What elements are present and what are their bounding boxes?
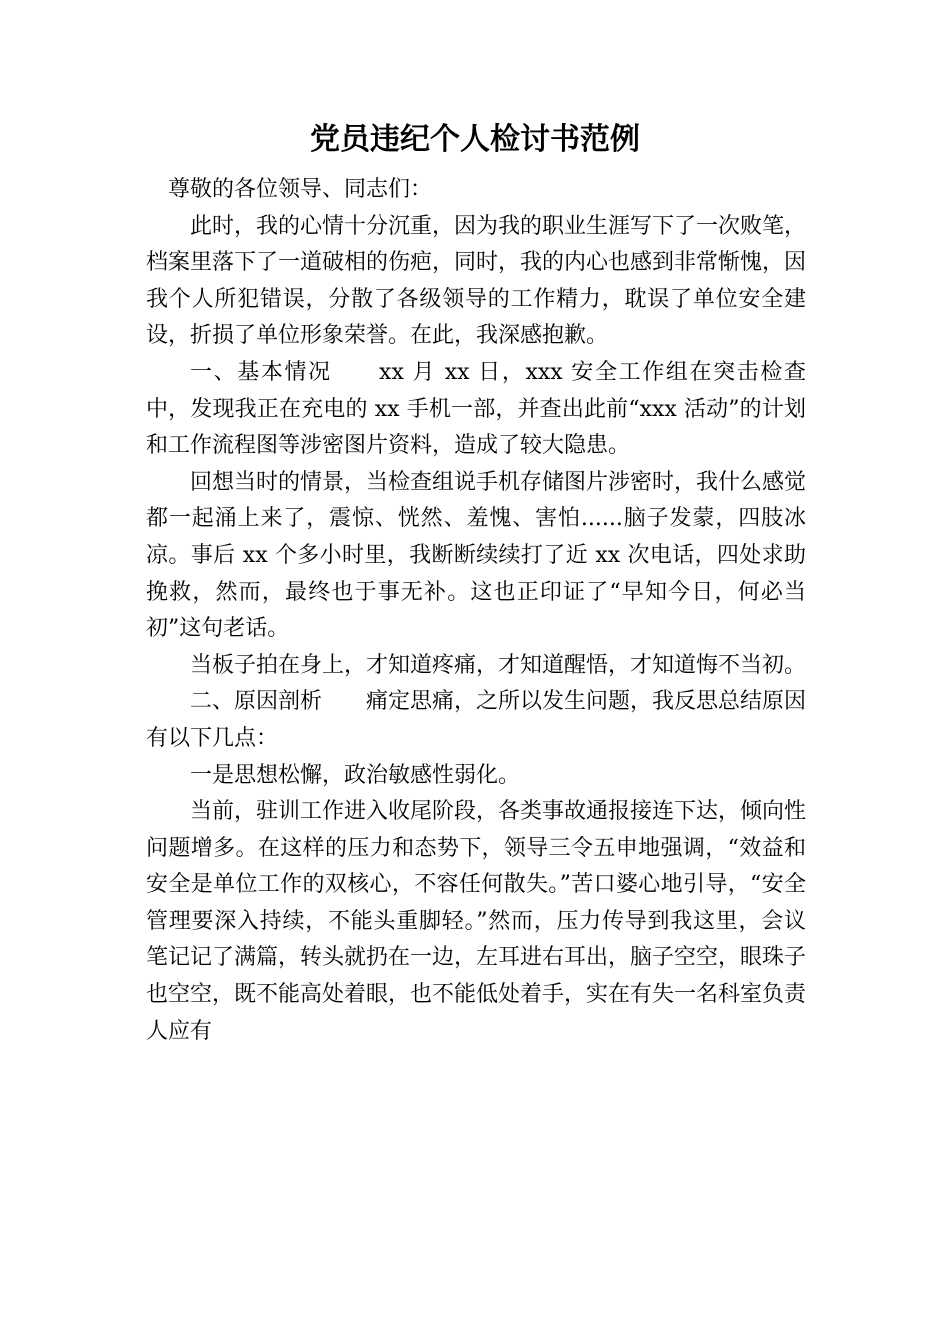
paragraph-point-one: 一是思想松懈，政治敏感性弱化。 xyxy=(190,762,521,788)
document-title: 党员违纪个人检讨书范例 xyxy=(310,122,640,157)
paragraph-basic-situation: 一、基本情况 xx 月 xx 日，xxx 安全工作组在突击检查中，发现我正在充电的 xx 手机一部，并查出此前“xxx 活动”的计划和工作流程图等涉密图片资料，造成了较大隐患。 xyxy=(146,359,806,459)
document-body xyxy=(146,172,806,1050)
salutation: 尊敬的各位领导、同志们： xyxy=(168,177,433,202)
paragraph-regret: 当板子拍在身上，才知道疼痛，才知道醒悟，才知道悔不当初。 xyxy=(190,652,807,678)
paragraph-context: 当前，驻训工作进入收尾阶段，各类事故通报接连下达，倾向性问题增多。在这样的压力和态势下，领导三令五申地强调，“效益和安全是单位工作的双核心，不容任何散失。”苦口婆心地引导，“安全管理要深入持续，不能头重脚轻。”然而，压力传导到我这里，会议笔记记了满篇，转头就扔在一边，左耳进右耳出，脑子空空，眼珠子也空空，既不能高处着眼，也不能低处着手，实在有失一名科室负责人应有 xyxy=(146,799,807,1044)
paragraph-opening: 此时，我的心情十分沉重，因为我的职业生涯写下了一次败笔，档案里落下了一道破相的伤疤，同时，我的内心也感到非常惭愧，因我个人所犯错误，分散了各级领导的工作精力，耽误了单位安全建设，折损了单位形象荣誉。在此，我深感抱歉。 xyxy=(146,213,807,349)
paragraph-cause-analysis: 二、原因剖析 痛定思痛，之所以发生问题，我反思总结原因有以下几点： xyxy=(146,689,807,751)
paragraph-recollection: 回想当时的情景，当检查组说手机存储图片涉密时，我什么感觉都一起涌上来了，震惊、恍然、羞愧、害怕......脑子发蒙，四肢冰凉。事后 xx 个多小时里，我断断续续打了近 xx 次电话，四处求助挽救，然而，最终也于事无补。这也正印证了“早知今日，何必当初”这句老话。 xyxy=(146,469,807,642)
